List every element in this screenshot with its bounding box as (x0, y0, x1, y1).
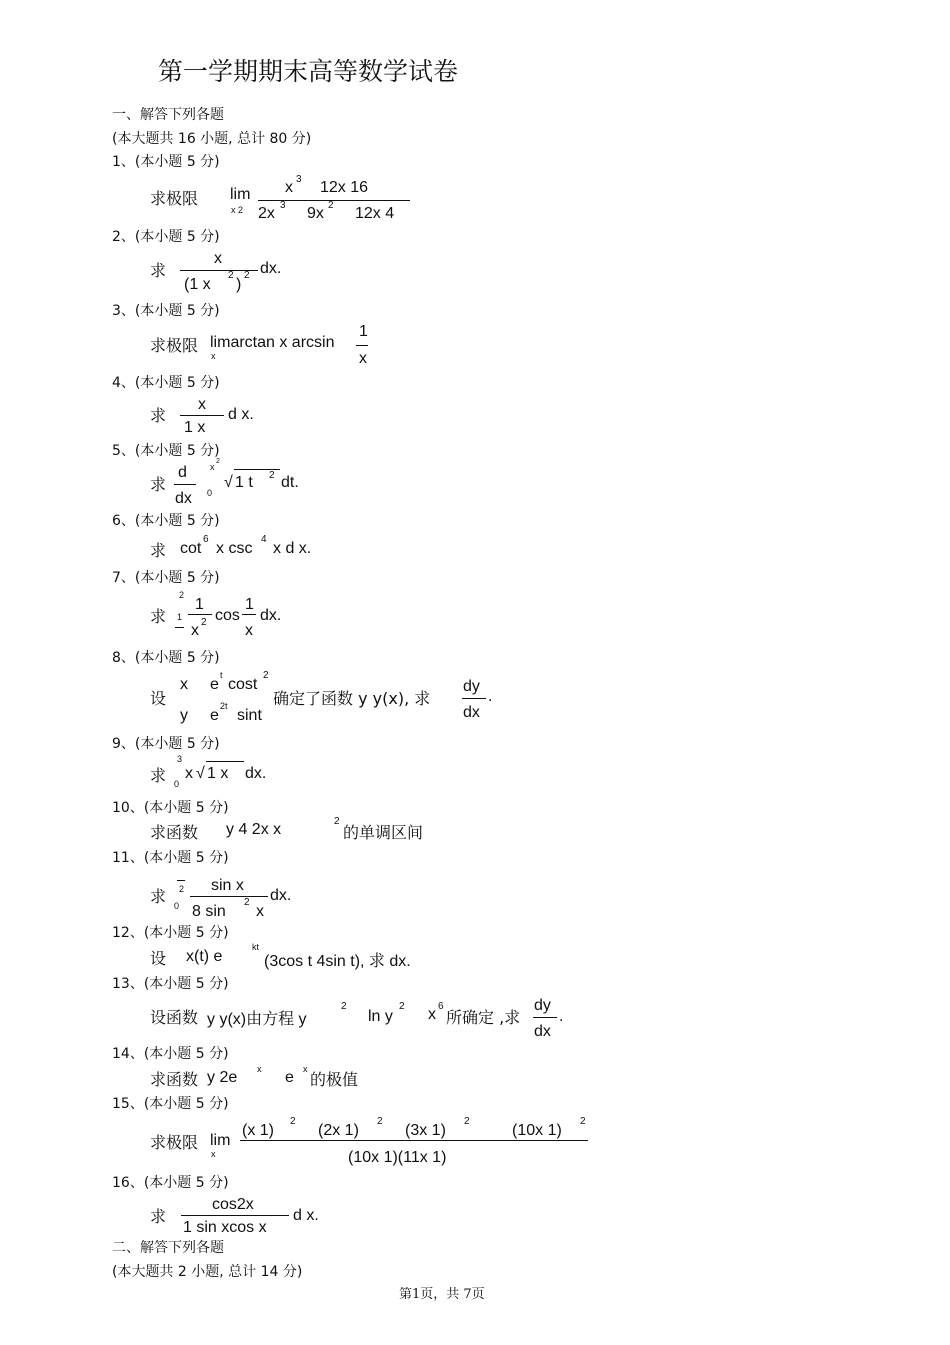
exponent: t (220, 670, 223, 680)
denominator: x (256, 903, 264, 920)
denominator: ) (236, 276, 242, 293)
denominator: x (359, 350, 367, 367)
problem-lead: 求 (150, 766, 167, 785)
denominator: 1 x (184, 419, 206, 436)
lim: lim (230, 186, 251, 203)
numerator: 1 (245, 596, 254, 613)
problem-header: 12、(本小题 5 分) (112, 925, 229, 941)
fraction-bar (180, 415, 224, 416)
tail: . (488, 688, 493, 705)
limit-subscript: x 2 (231, 205, 244, 215)
numerator: 12x 16 (320, 179, 369, 196)
numerator-term: (2x 1) (318, 1122, 359, 1139)
denominator: 8 sin (192, 903, 226, 920)
denominator: x (191, 622, 199, 639)
denominator: (1 x (184, 276, 211, 293)
limit-subscript: x (211, 351, 216, 361)
expression: x(t) e (186, 948, 223, 965)
lim: lim (210, 1132, 231, 1149)
system-row-1: x (180, 676, 188, 693)
upper-limit: 2 (179, 590, 185, 600)
denominator: 12x 4 (355, 205, 395, 222)
denominator: 9x (307, 205, 324, 222)
expression: e (285, 1069, 294, 1086)
problem-lead: 求 (150, 607, 167, 626)
problem-header: 13、(本小题 5 分) (112, 976, 229, 992)
tail: . (559, 1008, 564, 1025)
problem-text: 确定了函数 y y(x), 求 (273, 689, 431, 708)
expression: ln y (368, 1008, 393, 1025)
upper-limit: x (210, 462, 215, 472)
problem-header: 15、(本小题 5 分) (112, 1096, 229, 1112)
expression: y y(x)由方程 y (207, 1011, 307, 1028)
lower-limit-bar (175, 627, 184, 628)
expression: y 2e (207, 1069, 238, 1086)
upper-limit: 2 (179, 884, 185, 894)
exponent: 2 (334, 816, 340, 827)
exponent: x (257, 1064, 262, 1074)
exponent: 2 (244, 897, 250, 908)
denominator: (10x 1)(11x 1) (348, 1149, 447, 1166)
exponent: 2 (201, 617, 207, 628)
problem-lead: 设函数 (150, 1008, 199, 1027)
problem-lead: 求极限 (150, 189, 199, 208)
expression: x csc (216, 540, 253, 557)
page-title: 第一学期期末高等数学试卷 (158, 57, 459, 86)
expression: cot (180, 540, 202, 557)
system-row-1: e (210, 676, 219, 693)
numerator: dy (463, 678, 480, 695)
radical-bar (206, 761, 244, 762)
problem-header: 10、(本小题 5 分) (112, 800, 229, 816)
exponent: 2 (399, 1001, 405, 1012)
denominator: dx (463, 704, 480, 721)
fraction-bar (174, 484, 196, 485)
expression: (3cos t 4sin t), 求 dx. (264, 953, 411, 970)
section-info: (本大题共 2 小题, 总计 14 分) (112, 1264, 303, 1280)
tail: dx. (260, 607, 282, 624)
fraction-bar (190, 896, 268, 897)
system-row-1: cost (228, 676, 258, 693)
fraction-bar (533, 1017, 557, 1018)
problem-header: 5、(本小题 5 分) (112, 443, 220, 459)
problem-text: 的极值 (310, 1070, 359, 1089)
fraction-bar (356, 345, 368, 346)
numerator: dy (534, 997, 551, 1014)
problem-lead: 求 (150, 475, 167, 494)
exponent: 2 (290, 1116, 296, 1127)
numerator: sin x (211, 877, 244, 894)
section-heading: 二、解答下列各题 (112, 1240, 224, 1256)
expression: x d x. (273, 540, 312, 557)
radical-sign-icon: √ (224, 474, 233, 491)
exponent: 3 (296, 174, 302, 185)
problem-lead: 求极限 (150, 336, 199, 355)
fraction-bar (181, 1215, 289, 1216)
denominator: 2x (258, 205, 275, 222)
denominator: dx (534, 1023, 551, 1040)
problem-lead: 设 (150, 949, 167, 968)
fraction-bar (188, 614, 212, 615)
expression: x (428, 1006, 436, 1023)
problem-lead: 求极限 (150, 1133, 199, 1152)
problem-header: 9、(本小题 5 分) (112, 736, 220, 752)
exponent: 6 (438, 1001, 444, 1012)
lower-limit: 0 (174, 901, 180, 911)
problem-text: 的单调区间 (343, 823, 424, 842)
tail: dx. (270, 887, 292, 904)
limit-subscript: x (211, 1149, 216, 1159)
tail: d x. (293, 1207, 319, 1224)
radicand: 1 t (235, 474, 253, 491)
problem-header: 6、(本小题 5 分) (112, 513, 220, 529)
exponent: 2 (244, 270, 250, 281)
exponent: x (303, 1064, 308, 1074)
upper-limit-bar (177, 880, 185, 881)
tail: dt. (281, 474, 299, 491)
exponent: 2 (341, 1001, 347, 1012)
fraction-bar (462, 698, 486, 699)
denominator: x (245, 622, 253, 639)
numerator: x (285, 179, 293, 196)
denominator: 1 sin xcos x (183, 1219, 267, 1236)
lower-limit: 0 (207, 488, 213, 498)
numerator: d (178, 464, 187, 481)
numerator: 1 (359, 323, 368, 340)
problem-header: 2、(本小题 5 分) (112, 229, 220, 245)
problem-text: 所确定 ,求 (446, 1008, 521, 1027)
lower-limit: 1 (177, 612, 183, 622)
exponent: kt (252, 942, 260, 952)
numerator-term: (10x 1) (512, 1122, 562, 1139)
exponent: 3 (280, 200, 286, 211)
numerator-term: (x 1) (242, 1122, 274, 1139)
system-row-2: e (210, 707, 219, 724)
exponent: 2 (464, 1116, 470, 1127)
numerator: 1 (195, 596, 204, 613)
section-info: (本大题共 16 小题, 总计 80 分) (112, 131, 312, 147)
problem-header: 8、(本小题 5 分) (112, 650, 220, 666)
fraction-bar (240, 1140, 588, 1141)
exponent: 2t (220, 701, 228, 711)
numerator: x (214, 250, 222, 267)
radicand: 1 x (207, 765, 229, 782)
problem-lead: 求函数 (150, 823, 199, 842)
system-row-2: sint (237, 707, 262, 724)
section-heading: 一、解答下列各题 (112, 107, 224, 123)
exponent: 2 (580, 1116, 586, 1127)
tail: dx. (245, 765, 267, 782)
cos: cos (215, 607, 240, 624)
numerator: x (198, 396, 206, 413)
problem-lead: 求 (150, 1207, 167, 1226)
exponent: 2 (263, 670, 269, 681)
numerator-term: (3x 1) (405, 1122, 446, 1139)
tail: dx. (260, 260, 282, 277)
expression: x (185, 765, 193, 782)
exponent: 2 (216, 458, 220, 465)
expression: limarctan x arcsin (210, 334, 335, 351)
problem-lead: 设 (150, 689, 167, 708)
exponent: 2 (328, 200, 334, 211)
exponent: 2 (377, 1116, 383, 1127)
tail: d x. (228, 406, 254, 423)
problem-header: 3、(本小题 5 分) (112, 303, 220, 319)
problem-header: 16、(本小题 5 分) (112, 1175, 229, 1191)
numerator: cos2x (212, 1196, 254, 1213)
problem-header: 1、(本小题 5 分) (112, 154, 220, 170)
page-footer: 第1页，共 7页 (399, 1287, 485, 1302)
problem-lead: 求 (150, 406, 167, 425)
exponent: 4 (261, 534, 267, 545)
exponent: 2 (269, 470, 275, 481)
system-row-2: y (180, 707, 188, 724)
upper-limit: 3 (177, 754, 183, 764)
radical-sign-icon: √ (196, 765, 205, 782)
problem-lead: 求 (150, 541, 167, 560)
exponent: 2 (228, 270, 234, 281)
problem-lead: 求 (150, 887, 167, 906)
denominator: dx (175, 490, 192, 507)
problem-header: 4、(本小题 5 分) (112, 375, 220, 391)
problem-header: 14、(本小题 5 分) (112, 1046, 229, 1062)
fraction-bar (242, 614, 256, 615)
problem-header: 11、(本小题 5 分) (112, 850, 229, 866)
problem-lead: 求 (150, 261, 167, 280)
lower-limit: 0 (174, 779, 180, 789)
exponent: 6 (203, 534, 209, 545)
expression: y 4 2x x (226, 821, 282, 838)
problem-header: 7、(本小题 5 分) (112, 570, 220, 586)
problem-lead: 求函数 (150, 1070, 199, 1089)
